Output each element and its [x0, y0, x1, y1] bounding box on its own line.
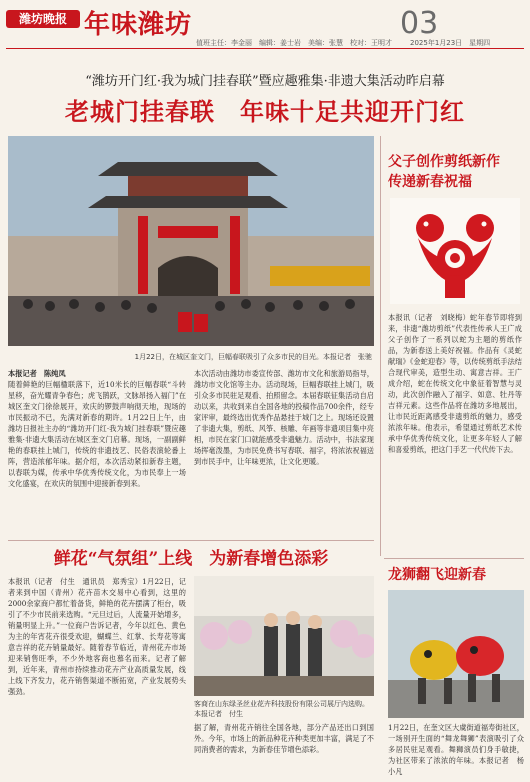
byline: 本报记者 陈纯凤: [8, 369, 66, 378]
lead-headline: 老城门挂春联 年味十足共迎开门红: [65, 97, 465, 126]
lead-column-1: [8, 368, 186, 538]
column-divider: [380, 136, 381, 556]
lion-dance-illustration: [388, 590, 524, 718]
masthead-rule: [6, 48, 524, 49]
flower-photo-caption: 客商在山东绿圣丝业花卉科技股份有限公司展厅内选购。 本报记者 付生: [194, 700, 373, 718]
flower-market-illustration: [194, 576, 374, 696]
lead-kicker: “潍坊开门红·我为城门挂春联”暨应趣雅集·非遗大集活动昨启幕: [85, 74, 445, 89]
lion-dance-title: 龙狮翻飞迎新春: [388, 567, 486, 583]
lion-dance-caption: 1月22日，在奎文区大虞街道福寿街社区，一场别开生面的“舞龙舞狮”表演吸引了众多居民驻足观看。舞狮演员们身手敏捷，为社区带来了浓浓的年味。本报记者 杨小凡: [388, 723, 524, 776]
section-rule: [8, 540, 374, 541]
photo-caption: 1月22日，在城区奎文门，巨幅春联吸引了众多市民的目光。本报记者 张驰: [134, 353, 372, 361]
side-story-title: 父子创作剪纸新作 传递新春祝福: [388, 154, 514, 190]
editors-line: 值班主任：李金丽 编辑：姜士岩 美编：张慧 校对：王明才: [196, 39, 392, 47]
side-story-body: 本报讯（记者 刘晓梅）蛇年春节即将到来，非遗“潍坊剪纸”代表性传承人王广成父子创作了一系列以蛇为主题的剪纸作品，为新春送上美好祝福。作品有《灵蛇献瑞》《金蛇迎春》等，以传统剪纸手法结合现代审美，造型生动、寓意吉祥。王广成介绍，蛇在传统文化中象征着智慧与灵动，此次创作融入了福字、如意、牡丹等吉祥元素。这些作品将在潍坊多地展出，让市民近距离感受非遗剪纸的魅力，感受浓浓年味。他表示，希望通过剪纸艺术传承中华优秀传统文化，让更多年轻人了解和喜爱剪纸，把这门手艺一代代传下去。: [388, 313, 522, 454]
newspaper-logo: [6, 10, 80, 28]
logo-text: 潍坊晚报: [18, 12, 67, 26]
flower-market-photo: [194, 576, 374, 696]
page-number: 03: [400, 6, 439, 41]
lead-body-2: 本次活动由潍坊市委宣传部、潍坊市文化和旅游局指导，潍坊市文化馆等主办。活动现场，巨幅春联挂上城门，吸引众多市民驻足观看、拍照留念。本届春联征集活动自启动以来，共收到来自全国各地的投稿作品700余件，经专家评审，最终选出优秀作品悬挂于城门之上。现场还设置了非遗大集，剪纸、风筝、核雕、年画等非遗项目集中亮相，市民在家门口就能感受非遗魅力。活动中，书法家现场挥毫泼墨，为市民免费书写春联、福字，将浓浓祝福送到市民手中，让年味更浓，让文化更暖。: [194, 369, 374, 466]
section-title: 年味潍坊: [84, 10, 193, 40]
flower-story-body: 本报讯（记者 付生 通讯员 郑秀宝）1月22日，记者来到中国（青州）花卉苗木交易中心看到，这里的2000余家商户都忙着备货，鲜艳的花卉摆满了柜台，吸引了不少市民前来选购。“元旦过后，人流量开始增多，销量明显上升。”一位商户告诉记者，今年以红色、黄色为主的年宵花卉很受欢迎，蝴蝶兰、红掌、长寿花等寓意吉祥的花卉销量最好。随着春节临近，青州花卉市场迎来销售旺季，不少外地客商也慕名而来。记者了解到，近年来，青州市持续推动花卉产业高质量发展，线上线下齐发力，花卉销售渠道不断拓宽，产业发展势头强劲。: [8, 577, 186, 696]
city-gate-illustration: [8, 136, 374, 346]
papercut-artwork: [390, 198, 520, 304]
lion-dance-photo: [388, 590, 524, 718]
flower-story-headline: 鲜花“气氛组”上线 为新春增色添彩: [53, 549, 329, 569]
snake-papercut-icon: [390, 198, 520, 304]
flower-story-body-2: 据了解，青州花卉销往全国各地，部分产品还出口到国外。今年，市场上的新品种花卉种类更加丰富，满足了不同消费者的需求，为新春佳节增色添彩。: [194, 723, 374, 754]
date-line: 2025年1月23日 星期四: [410, 39, 491, 47]
lead-body-1: 随着鲜艳的巨幅楹联落下，近10米长的巨幅春联“斗转星移，奋光耀青争春色；虎飞鹊跃，文脉昂扬入福门”在城区奎文门徐徐展开，欢庆的锣鼓声响彻天地，现场的市民振动不已，先满对新春的期许。1月22日上午，由潍坊日报社主办的“潍坊开门红·我为城门挂春联”暨应趣雅集·非遗大集活动在城区奎文门启幕。现场，一副副鲜艳的春联挂上城门，传统的非遗技艺、民俗表演轮番上阵，营造浓郁年味。据介绍，本次活动紧扣新春主题，以春联为媒，传承中华优秀传统文化，为市民奉上一场文化盛宴，在欢庆的氛围中迎接新春到来。: [8, 380, 186, 488]
city-gate-photo: [8, 136, 374, 346]
side-rule: [384, 558, 524, 559]
